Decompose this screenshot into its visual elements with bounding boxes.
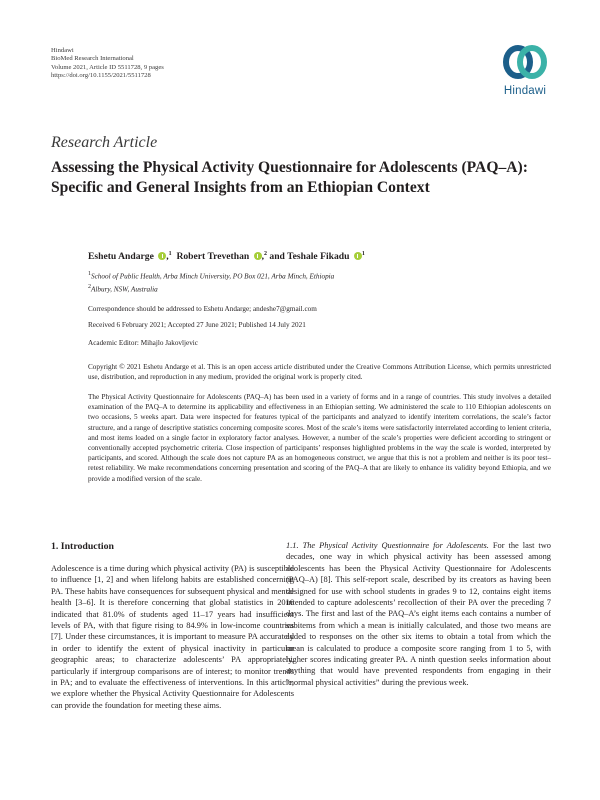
correspondence: Correspondence should be addressed to Eshetu Andarge; andeshe7@gmail.com — [88, 305, 317, 313]
subsection-title: 1.1. The Physical Activity Questionnaire for Adolescents. — [286, 541, 489, 550]
publisher-name: Hindawi — [51, 47, 74, 54]
author-joiner-and: and — [269, 251, 285, 263]
subsection-text: For the last two decades, one way in which physical activity has been assessed among adolescents has been the Physical Activity Questionnaire for Adolescents (PAQ–A) [8]. This self-report scale, described by its creators as having been designed for use with school students in grades 9 to 12, contains eight items intended to capture adolescents’ recollection of their PA over the preceding 7 days. The first and last of the PAQ–A’s eight items each contains a number of subitems from which a mean is initially calculated, and those two means are added to responses on the other six items to obtain a total from which the mean is calculated to produce a composite score ranging from 1 to 5, with higher scores indicating greater PA. A ninth question seeks information about anything that would have prevented respondents from engaging in their “normal physical activities” during the previous week. — [286, 541, 551, 687]
hindawi-logo — [497, 42, 553, 104]
orcid-icon[interactable] — [254, 252, 262, 260]
author-affiliation-mark: 1 — [361, 251, 365, 257]
author-affiliation-mark: 1 — [168, 251, 172, 257]
author-name: Eshetu Andarge — [88, 251, 154, 263]
author-list: Eshetu Andarge ,$^1$ Robert Trevethan ,$^2$ and Teshale Fikadu $^1$ — [88, 251, 365, 263]
orcid-icon[interactable] — [354, 252, 362, 260]
abstract: The Physical Activity Questionnaire for Adolescents (PAQ–A) has been used in a variety of forms and in a range of countries. This study involves a detailed examination of the PAQ–A to determine its applicability and effectiveness in an Ethiopian setting. We administered the scale to 110 Ethiopian adolescents on two occasions, 5 weeks apart. Data were inspected for features typical of the participants and analyzed to identify interitem correlations, the scale’s factor structure, and a range of descriptive statistics concerning composite scores. Most of the scale’s items were satisfactorily interrelated according to lenient criteria, and most items loaded on a single factor in exploratory factor analyses. However, a number of the scale’s properties were deficient according to stringent or conventionally accepted psychometric criteria. Close inspection of participants’ responses highlighted problems in the way the scale is worded, interpreted by participants, and scored. Although the scale does not capture PA as an homogeneous construct, we argue that this is not a problem and neither is its poor test–retest reliability. We make recommendations concerning presentation and scoring of the PAQ–A that are likely to enhance its validity beyond Ethiopia, and we provide a modified version of the scale. — [88, 393, 551, 483]
hindawi-logo-icon — [497, 42, 553, 84]
copyright-notice: Copyright © 2021 Eshetu Andarge et al. This is an open access article distributed under the Creative Commons Attribution License, which permits unrestricted use, distribution, and reproduction in any medium, provided the original work is properly cited. — [88, 363, 551, 382]
journal-doi[interactable]: https://doi.org/10.1155/2021/5511728 — [51, 72, 151, 80]
journal-volume: Volume 2021, Article ID 5511728, 9 pages — [51, 63, 164, 71]
affiliations — [88, 269, 334, 295]
author-name: Teshale Fikadu — [287, 251, 350, 263]
logo-wordmark: Hindawi — [503, 85, 547, 97]
journal-meta — [51, 47, 164, 81]
body-column-right — [286, 540, 551, 688]
journal-name: BioMed Research International — [51, 55, 134, 63]
paper-title: Assessing the Physical Activity Questionnaire for Adolescents (PAQ–A): Specific and General Insights from an Ethiopian Context — [51, 159, 528, 196]
section-heading: 1. Introduction — [51, 541, 114, 552]
affiliation-item: $^2$Albury, NSW, Australia — [88, 283, 158, 294]
article-dates: Received 6 February 2021; Accepted 27 June 2021; Published 14 July 2021 — [88, 321, 306, 329]
affiliation-item: $^1$School of Public Health, Arba Minch University, PO Box 021, Arba Minch, Ethiopia — [88, 271, 335, 281]
article-type: Research Article — [51, 134, 158, 151]
academic-editor: Academic Editor: Mihajlo Jakovljevic — [88, 339, 198, 347]
body-column-left: Adolescence is a time during which physical activity (PA) is susceptible to influence [1, 2] and when lifelong habits are established concerning PA. These habits have consequences for subsequent physical and mental health [3–6]. It is therefore concerning that global statistics in 2016 indicated that 81.0% of students aged 11–17 years had insufficient levels of PA, with that figure rising to 84.9% in low-income countries [7]. Under these circumstances, it is important to measure PA accurately in order to identify the extent of physical inactivity in particular geographic areas; to characterize adolescents’ PA appropriately, particularly if intergroup comparisons are of interest; to monitor trends in PA; and to evaluate the effectiveness of interventions. In this article, we explore whether the Physical Activity Questionnaire for Adolescents can provide the foundation for meeting these aims. — [51, 564, 294, 710]
author-affiliation-mark: 2 — [264, 251, 268, 257]
author-name: Robert Trevethan — [176, 251, 250, 263]
